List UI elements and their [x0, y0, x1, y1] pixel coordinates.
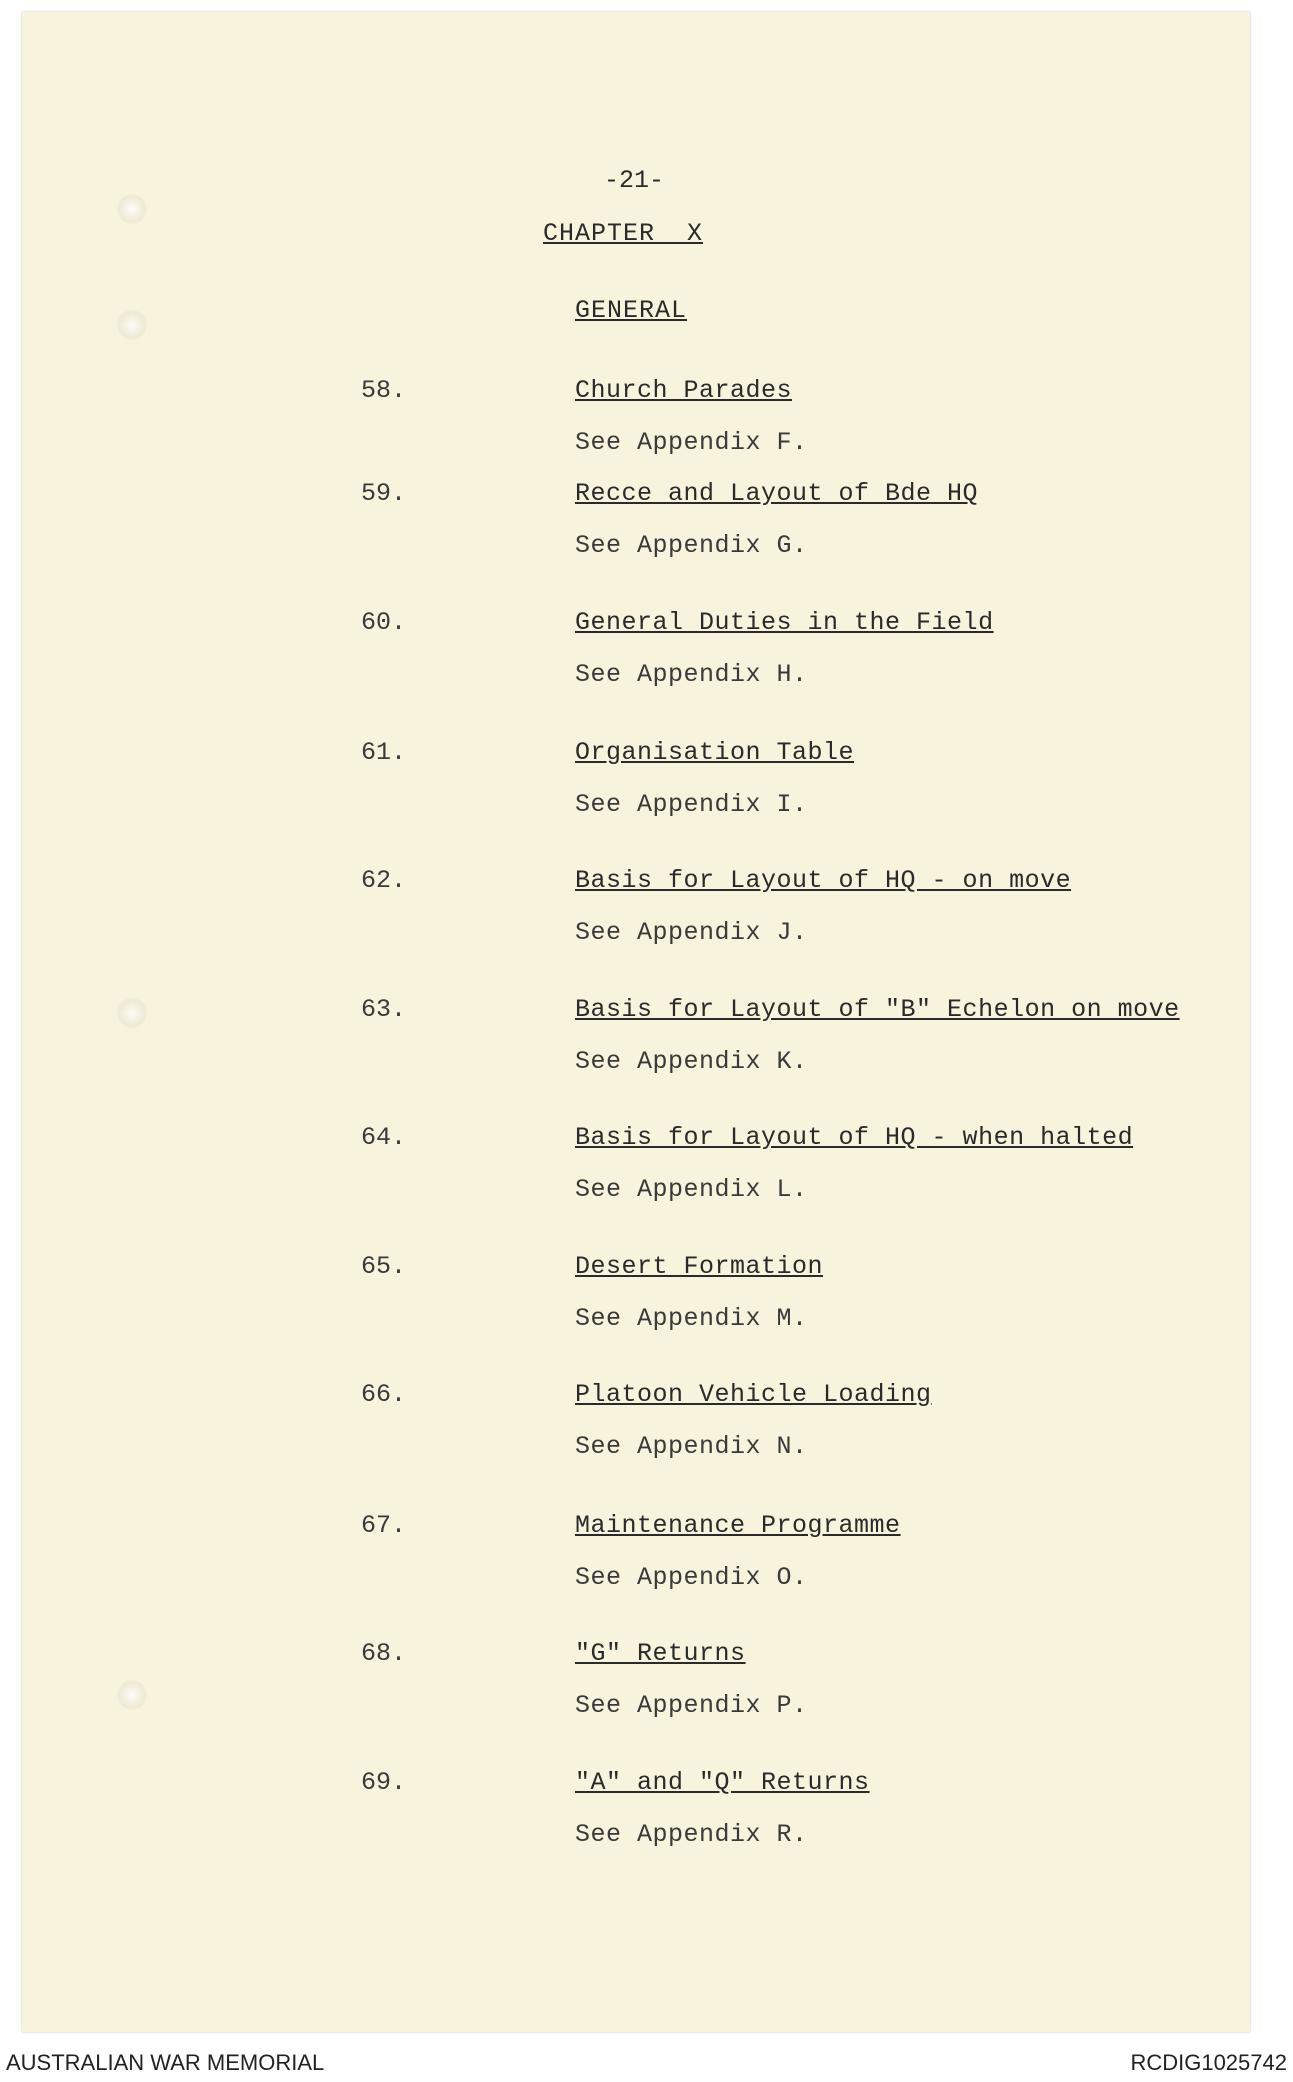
paragraph-number: 65.	[361, 1252, 407, 1281]
paragraph-title: General Duties in the Field	[575, 608, 994, 637]
page-number: -21-	[604, 166, 665, 195]
paragraph-number: 68.	[361, 1639, 407, 1668]
appendix-reference: See Appendix J.	[575, 918, 808, 947]
paragraph-title: Maintenance Programme	[575, 1511, 901, 1540]
paragraph-number: 67.	[361, 1511, 407, 1540]
appendix-reference: See Appendix F.	[575, 428, 808, 457]
section-heading: GENERAL	[575, 296, 688, 325]
paragraph-number: 64.	[361, 1123, 407, 1152]
appendix-reference: See Appendix R.	[575, 1820, 808, 1849]
paragraph-title: Desert Formation	[575, 1252, 824, 1281]
paragraph-title: Basis for Layout of HQ - on move	[575, 866, 1072, 895]
appendix-reference: See Appendix O.	[575, 1563, 808, 1592]
paragraph-number: 58.	[361, 376, 407, 405]
appendix-reference: See Appendix K.	[575, 1047, 808, 1076]
appendix-reference: See Appendix L.	[575, 1175, 808, 1204]
paragraph-title: Church Parades	[575, 376, 793, 405]
appendix-reference: See Appendix M.	[575, 1304, 808, 1333]
appendix-reference: See Appendix P.	[575, 1691, 808, 1720]
punch-hole-mark	[117, 1680, 147, 1710]
paragraph-title: "G" Returns	[575, 1639, 746, 1668]
punch-hole-mark	[117, 310, 147, 340]
paragraph-title: "A" and "Q" Returns	[575, 1768, 870, 1797]
chapter-heading: CHAPTER X	[543, 219, 704, 248]
paragraph-title: Organisation Table	[575, 738, 855, 767]
appendix-reference: See Appendix H.	[575, 660, 808, 689]
punch-hole-mark	[117, 998, 147, 1028]
paragraph-title: Recce and Layout of Bde HQ	[575, 479, 979, 508]
paragraph-number: 61.	[361, 738, 407, 767]
appendix-reference: See Appendix I.	[575, 790, 808, 819]
appendix-reference: See Appendix N.	[575, 1432, 808, 1461]
paragraph-title: Basis for Layout of HQ - when halted	[575, 1123, 1134, 1152]
paragraph-number: 66.	[361, 1380, 407, 1409]
paragraph-number: 69.	[361, 1768, 407, 1797]
paragraph-number: 59.	[361, 479, 407, 508]
appendix-reference: See Appendix G.	[575, 531, 808, 560]
footer-credit: AUSTRALIAN WAR MEMORIAL	[6, 2050, 325, 2075]
document-page	[22, 12, 1250, 2032]
paragraph-number: 60.	[361, 608, 407, 637]
punch-hole-mark	[117, 194, 147, 224]
footer-catalog-id: RCDIG1025742	[1130, 2050, 1287, 2075]
paragraph-number: 62.	[361, 866, 407, 895]
paragraph-title: Basis for Layout of "B" Echelon on move	[575, 995, 1180, 1024]
paragraph-title: Platoon Vehicle Loading	[575, 1380, 932, 1409]
paragraph-number: 63.	[361, 995, 407, 1024]
